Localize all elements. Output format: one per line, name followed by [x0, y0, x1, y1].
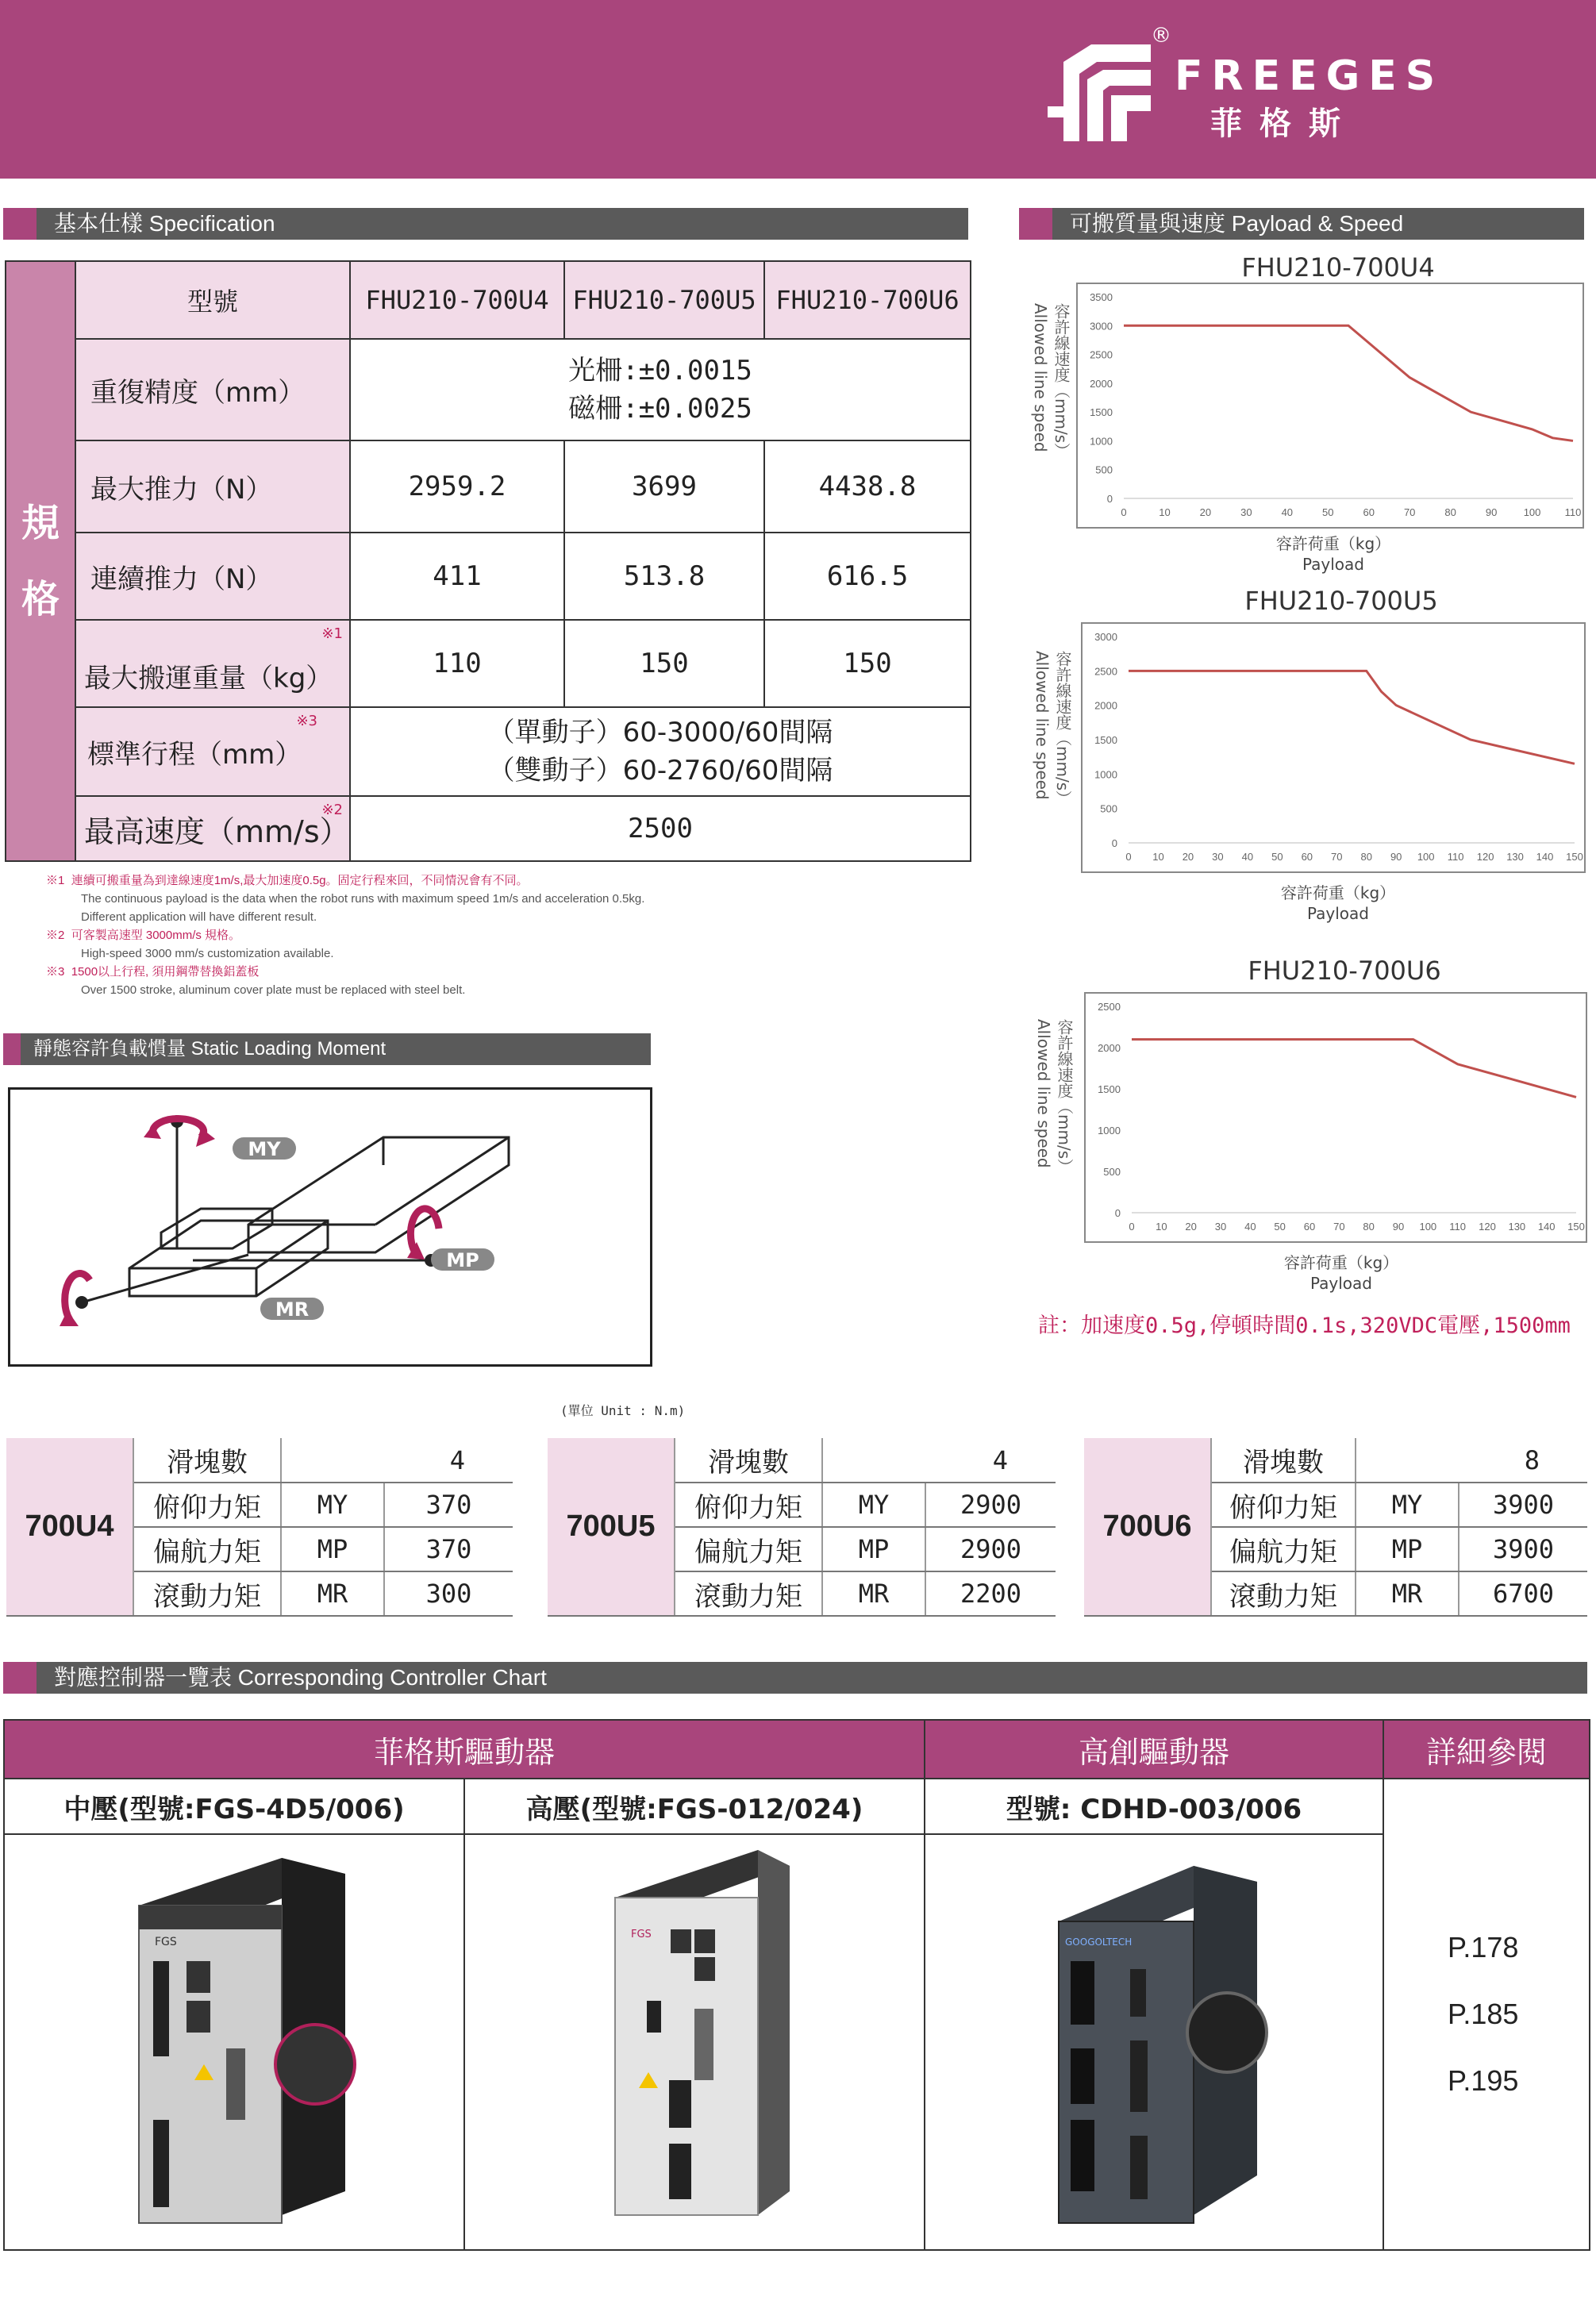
section-payload-title: 可搬質量與速度 Payload & Speed [1070, 211, 1404, 236]
moment-u4-mp-value: 370 [384, 1527, 513, 1571]
chart-2-xtick: 30 [1212, 851, 1224, 863]
spec-side-2: 格 [21, 577, 60, 621]
chart-2-xtick: 50 [1271, 851, 1283, 863]
moment-u5-my-code: MY [822, 1483, 925, 1527]
chart-3-xtick: 150 [1567, 1221, 1585, 1233]
section-spec-title: 基本仕樣 Specification [54, 211, 275, 236]
googoltech-label: GOOGOLTECH [1065, 1937, 1133, 1948]
mr-label: MR [275, 1298, 310, 1321]
moment-u6-my-value: 3900 [1459, 1483, 1587, 1527]
chart-1-ytick: 3500 [1090, 291, 1113, 303]
chart-1-ytick: 2000 [1090, 377, 1113, 390]
my-label: MY [248, 1138, 281, 1160]
chart-1-ytick: 0 [1106, 493, 1113, 505]
chart-1-frame [1077, 283, 1583, 528]
note-2-cn [46, 926, 644, 944]
moment-table-u4 [6, 1438, 513, 1617]
chart-3-xtick: 50 [1274, 1221, 1286, 1233]
chart-3-ytick: 2000 [1098, 1042, 1121, 1054]
chart-2-xtick: 40 [1241, 851, 1254, 863]
brand-name-cn: 菲格斯 [1210, 106, 1358, 142]
moment-u6-mp-code: MP [1356, 1527, 1459, 1571]
note-3-cn-text: 1500以上行程, 須用鋼帶替換鋁蓋板 [71, 965, 260, 979]
chart-3-xlabel: 容許荷重（kg） Payload [1283, 1253, 1399, 1293]
stroke-line-1: （單動子）60-3000/60間隔 [487, 717, 833, 748]
chart-1-xtick: 100 [1523, 506, 1541, 518]
repeat-value [350, 339, 971, 440]
max-speed-ref: ※2 [321, 802, 343, 818]
moment-u5-mp-code: MP [822, 1527, 925, 1571]
chart-3-ytick: 0 [1114, 1207, 1121, 1219]
chart-1-xtick: 50 [1322, 506, 1334, 518]
moment-u5-mr-code: MR [822, 1571, 925, 1616]
chart-2-xtick: 130 [1506, 851, 1524, 863]
section-payload [1019, 208, 1584, 240]
chart-1-ytick: 3000 [1090, 320, 1113, 333]
moment-u4-mp-name: 偏航力矩 [133, 1527, 281, 1571]
section-static-title: 靜態容許負載慣量 Static Loading Moment [33, 1038, 387, 1060]
moment-u4-my-name: 俯仰力矩 [133, 1483, 281, 1527]
max-payload-label: 最大搬運重量（kg） [84, 662, 333, 694]
cont-thrust-u6: 616.5 [764, 533, 971, 620]
moment-u6-model: 700U6 [1084, 1438, 1211, 1616]
page-ref-2: P.185 [1448, 1998, 1519, 2030]
chart-2-ytick: 1000 [1094, 768, 1117, 781]
spec-table [5, 260, 971, 862]
chart-3-xtick: 40 [1244, 1221, 1256, 1233]
spec-side-label [6, 261, 75, 861]
note-3-en1: Over 1500 stroke, aluminum cover plate must be replaced with steel belt. [81, 983, 466, 997]
chart-1-ytick: 2500 [1090, 348, 1113, 361]
chart-3-xtick: 60 [1303, 1221, 1316, 1233]
max-payload-cell [75, 620, 350, 707]
controller-gt-header: 高創驅動器 [925, 1720, 1383, 1779]
controller-gt: 型號: CDHD-003/006 [925, 1779, 1383, 1834]
repeat-label: 重復精度（mm） [75, 339, 350, 440]
chart-2-xlabel: 容許荷重（kg） Payload [1280, 883, 1396, 923]
chart-3-xtick: 30 [1214, 1221, 1227, 1233]
moment-u5-mr-name: 滾動力矩 [675, 1571, 822, 1616]
model-1: FHU210-700U4 [350, 261, 564, 339]
controller-gt-image-cell [925, 1834, 1383, 2250]
moment-u6-mp-name: 偏航力矩 [1211, 1527, 1356, 1571]
note-1-cn [46, 871, 644, 890]
fgs-mid-drive-image [107, 1842, 361, 2239]
chart-2-xtick: 120 [1476, 851, 1494, 863]
max-speed-label: 最高速度（mm/s） [84, 813, 350, 849]
section-spec [3, 208, 968, 240]
moment-u4-slider-label: 滑塊數 [133, 1438, 281, 1483]
controller-mid-image-cell [4, 1834, 464, 2250]
moment-table-u6 [1084, 1438, 1587, 1617]
max-payload-u4: 110 [350, 620, 564, 707]
chart-1-ytick: 500 [1095, 463, 1113, 476]
chart-1-ylabel: 容許線速度（mm/s）Allowed line speed [1031, 303, 1071, 460]
controller-table [3, 1719, 1590, 2251]
chart-3 [1084, 992, 1587, 1243]
controller-high-image-cell [464, 1834, 925, 2250]
fgs-high-drive-image [575, 1842, 813, 2239]
unit-label: (單位 Unit : N.m) [560, 1403, 686, 1418]
chart-1-title: FHU210-700U4 [1241, 252, 1435, 283]
header-banner [0, 0, 1596, 179]
chart-2-xtick: 0 [1125, 851, 1132, 863]
stroke-label: 標準行程（mm） [87, 738, 302, 771]
controller-ref-header: 詳細參閱 [1383, 1720, 1590, 1779]
freeges-logo-icon [1048, 30, 1167, 149]
max-thrust-u4: 2959.2 [350, 440, 564, 533]
moment-u6-slider: 8 [1356, 1438, 1587, 1483]
chart-note: 註：加速度0.5g,停頓時間0.1s,320VDC電壓,1500mm [1038, 1313, 1571, 1338]
note-3-mark: ※3 [46, 965, 65, 979]
chart-3-xtick: 140 [1537, 1221, 1556, 1233]
chart-3-xtick: 20 [1185, 1221, 1197, 1233]
chart-3-xtick: 100 [1419, 1221, 1437, 1233]
moment-u4-mp-code: MP [281, 1527, 384, 1571]
controller-pages [1383, 1779, 1590, 2250]
chart-1-ytick: 1000 [1090, 435, 1113, 448]
note-1-mark: ※1 [46, 874, 65, 887]
chart-1-xtick: 0 [1121, 506, 1127, 518]
note-3-cn [46, 963, 644, 981]
chart-2-ytick: 3000 [1094, 631, 1117, 643]
chart-1-ytick: 1500 [1090, 406, 1113, 419]
chart-3-xtick: 110 [1449, 1221, 1467, 1233]
chart-1-xtick: 10 [1159, 506, 1171, 518]
controller-mid: 中壓(型號:FGS-4D5/006) [4, 1779, 464, 1834]
model-label: 型號 [75, 261, 350, 339]
registered-mark: ® [1151, 24, 1171, 48]
spec-notes [46, 871, 644, 999]
moment-u6-slider-label: 滑塊數 [1211, 1438, 1356, 1483]
chart-2-title: FHU210-700U5 [1244, 586, 1438, 616]
stroke-value [350, 707, 971, 796]
moment-u5-slider-label: 滑塊數 [675, 1438, 822, 1483]
chart-2-xtick: 60 [1301, 851, 1313, 863]
chart-3-xtick: 120 [1479, 1221, 1496, 1233]
chart-3-frame [1085, 993, 1586, 1242]
chart-3-title: FHU210-700U6 [1248, 956, 1441, 986]
max-thrust-u6: 4438.8 [764, 440, 971, 533]
spec-side-1: 規 [21, 501, 60, 545]
moment-diagram-svg [10, 1090, 650, 1364]
chart-2-xtick: 140 [1536, 851, 1554, 863]
chart-1-xlabel: 容許荷重（kg） Payload [1275, 534, 1391, 574]
moment-u6-mp-value: 3900 [1459, 1527, 1587, 1571]
chart-2-xtick: 70 [1331, 851, 1343, 863]
note-2-mark: ※2 [46, 929, 65, 942]
fgs-label: FGS [155, 1936, 177, 1948]
max-speed-value: 2500 [350, 796, 971, 861]
chart-3-ylabel: 容許線速度（mm/s）Allowed line speed [1034, 1019, 1074, 1175]
chart-2-ytick: 2000 [1094, 699, 1117, 712]
chart-1 [1076, 283, 1584, 529]
chart-2-xtick: 100 [1417, 851, 1435, 863]
brand-name: FREEGES [1175, 52, 1444, 100]
max-payload-u6: 150 [764, 620, 971, 707]
moment-u5-my-value: 2900 [925, 1483, 1056, 1527]
chart-2-ytick: 2500 [1094, 665, 1117, 678]
max-payload-u5: 150 [564, 620, 764, 707]
section-controller [3, 1662, 1587, 1694]
stroke-cell [75, 707, 350, 796]
chart-2-xtick: 150 [1566, 851, 1583, 863]
chart-3-xtick: 0 [1129, 1221, 1135, 1233]
chart-3-xtick: 70 [1333, 1221, 1345, 1233]
chart-3-xtick: 10 [1156, 1221, 1167, 1233]
cont-thrust-u5: 513.8 [564, 533, 764, 620]
chart-1-xtick: 80 [1444, 506, 1456, 518]
cont-thrust-label: 連續推力（N） [75, 533, 350, 620]
note-2-cn-text: 可客製高速型 3000mm/s 規格。 [71, 929, 241, 942]
moment-u4-my-value: 370 [384, 1483, 513, 1527]
moment-u6-mr-name: 滾動力矩 [1211, 1571, 1356, 1616]
page-ref-1: P.178 [1448, 1931, 1519, 1963]
controller-high: 高壓(型號:FGS-012/024) [464, 1779, 925, 1834]
chart-1-xtick: 30 [1240, 506, 1252, 518]
chart-1-xtick: 70 [1403, 506, 1416, 518]
chart-2-xtick: 110 [1447, 851, 1464, 863]
chart-3-ytick: 1000 [1098, 1125, 1121, 1137]
chart-2-xtick: 80 [1360, 851, 1372, 863]
moment-table-u5 [548, 1438, 1056, 1617]
moment-u4-slider: 4 [281, 1438, 513, 1483]
moment-u5-my-name: 俯仰力矩 [675, 1483, 822, 1527]
chart-3-ytick: 1500 [1098, 1083, 1121, 1095]
mp-label: MP [446, 1249, 479, 1271]
cont-thrust-u4: 411 [350, 533, 564, 620]
max-thrust-u5: 3699 [564, 440, 764, 533]
note-1-cn-text: 連續可搬重量為到達線速度1m/s,最大加速度0.5g。固定行程來回，不同情況會有不同。 [71, 874, 529, 887]
chart-2-xtick: 20 [1182, 851, 1194, 863]
moment-diagram [8, 1087, 652, 1367]
moment-u4-model: 700U4 [6, 1438, 133, 1616]
chart-3-ytick: 2500 [1098, 1001, 1121, 1013]
chart-2-xtick: 90 [1390, 851, 1402, 863]
max-speed-cell [75, 796, 350, 861]
moment-u4-mr-code: MR [281, 1571, 384, 1616]
chart-1-xtick: 60 [1363, 506, 1375, 518]
stroke-ref: ※3 [296, 713, 317, 729]
repeat-line-1: 光柵:±0.0015 [568, 355, 752, 387]
note-1-en1: The continuous payload is the data when the robot runs with maximum speed 1m/s and acceleration 0.5kg. [81, 892, 645, 906]
page-ref-3: P.195 [1448, 2064, 1519, 2097]
chart-2-ytick: 1500 [1094, 734, 1117, 746]
chart-1-xtick: 110 [1564, 506, 1582, 518]
max-thrust-label: 最大推力（N） [75, 440, 350, 533]
moment-u6-my-name: 俯仰力矩 [1211, 1483, 1356, 1527]
repeat-line-2: 磁柵:±0.0025 [568, 393, 752, 425]
model-2: FHU210-700U5 [564, 261, 764, 339]
chart-2-ytick: 0 [1111, 837, 1117, 849]
moment-u5-mp-name: 偏航力矩 [675, 1527, 822, 1571]
section-static [3, 1033, 651, 1065]
chart-2-ylabel: 容許線速度（mm/s）Allowed line speed [1033, 651, 1072, 807]
chart-3-ytick: 500 [1103, 1166, 1121, 1178]
moment-u5-slider: 4 [822, 1438, 1056, 1483]
chart-1-xtick: 20 [1199, 506, 1212, 518]
controller-fgs-header: 菲格斯驅動器 [4, 1720, 925, 1779]
googoltech-drive-image [1027, 1842, 1281, 2239]
moment-u5-model: 700U5 [548, 1438, 675, 1616]
chart-2-ytick: 500 [1100, 802, 1117, 815]
chart-3-xtick: 80 [1363, 1221, 1375, 1233]
moment-u4-mr-value: 300 [384, 1571, 513, 1616]
moment-u4-my-code: MY [281, 1483, 384, 1527]
note-1-en2: Different application will have different result. [81, 910, 317, 924]
moment-u6-mr-value: 6700 [1459, 1571, 1587, 1616]
moment-u6-mr-code: MR [1356, 1571, 1459, 1616]
moment-u5-mr-value: 2200 [925, 1571, 1056, 1616]
chart-2-xtick: 10 [1152, 851, 1164, 863]
model-3: FHU210-700U6 [764, 261, 971, 339]
chart-2 [1081, 622, 1586, 873]
section-controller-title: 對應控制器一覽表 Corresponding Controller Chart [54, 1665, 547, 1690]
fgs-label-2: FGS [631, 1929, 652, 1940]
chart-3-xtick: 90 [1392, 1221, 1405, 1233]
chart-1-xtick: 90 [1485, 506, 1498, 518]
max-payload-ref: ※1 [321, 625, 343, 642]
chart-3-xtick: 130 [1508, 1221, 1526, 1233]
note-2-en1: High-speed 3000 mm/s customization available. [81, 947, 334, 960]
moment-u5-mp-value: 2900 [925, 1527, 1056, 1571]
stroke-line-2: （雙動子）60-2760/60間隔 [487, 755, 833, 787]
moment-u4-mr-name: 滾動力矩 [133, 1571, 281, 1616]
moment-u6-my-code: MY [1356, 1483, 1459, 1527]
chart-1-xtick: 40 [1281, 506, 1294, 518]
